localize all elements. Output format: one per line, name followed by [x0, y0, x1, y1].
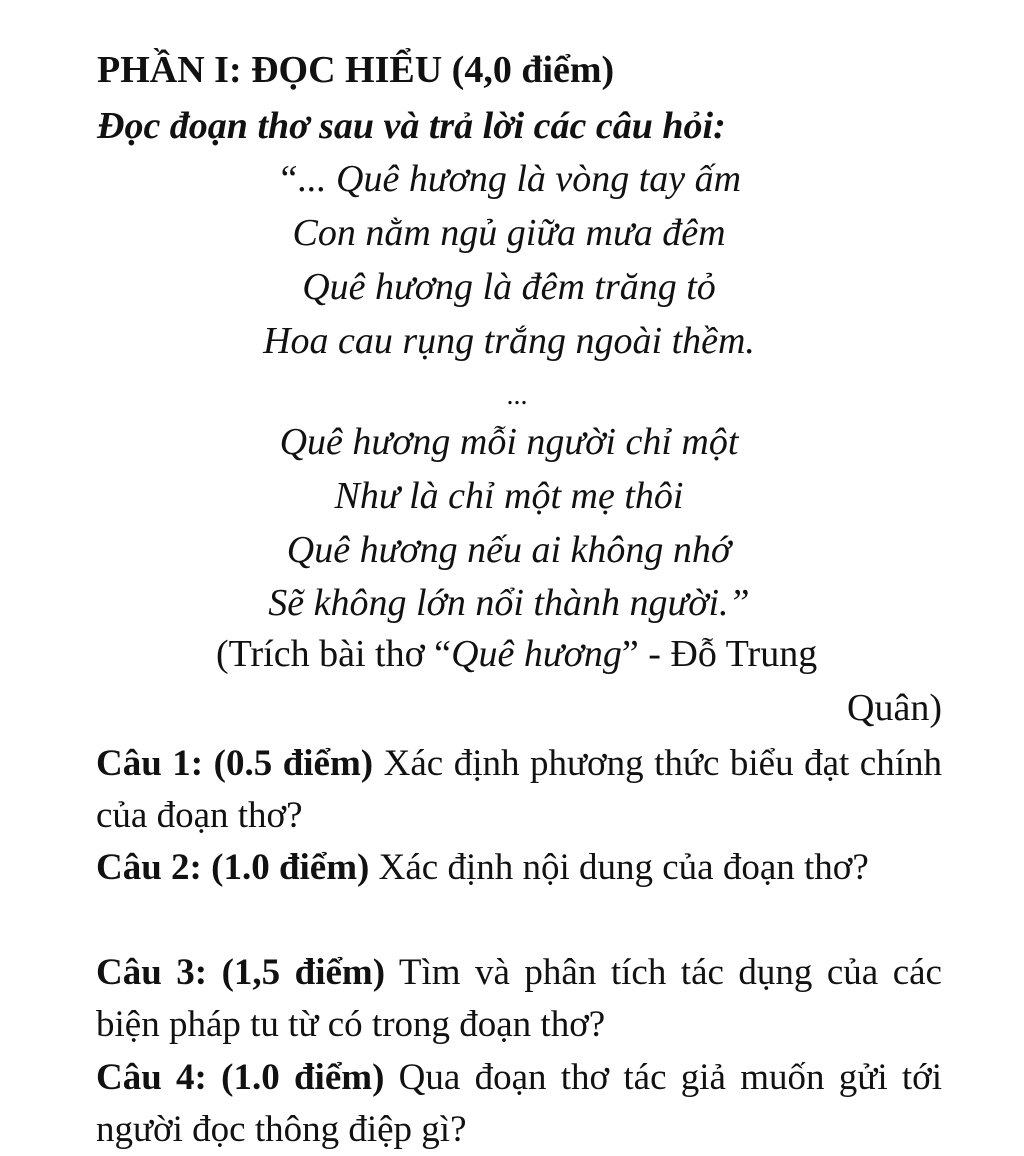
question-text: Tìm và phân tích tác dụng của các biện pháp tu từ có trong đoạn thơ? [96, 952, 942, 1045]
source-prefix: (Trích bài thơ “ [216, 633, 452, 675]
poem-line: Như là chỉ một mẹ thôi [334, 475, 684, 517]
source-author-end: Quân) [847, 687, 942, 729]
poem-line: Sẽ không lớn nổi thành người.” [268, 582, 750, 624]
question-2 [96, 842, 942, 894]
reading-instruction: Đọc đoạn thơ sau và trả lời các câu hỏi: [97, 105, 726, 147]
question-label: Câu 4: (1.0 điểm) [96, 1057, 385, 1098]
poem-line: Hoa cau rụng trắng ngoài thềm. [263, 320, 755, 362]
question-label: Câu 2: (1.0 điểm) [96, 847, 370, 888]
poem-source-citation [216, 632, 817, 676]
section-title: PHẦN I: ĐỌC HIỂU (4,0 điểm) [97, 49, 615, 91]
source-suffix: ” - Đỗ Trung [621, 633, 818, 675]
question-label: Câu 3: (1,5 điểm) [96, 952, 386, 993]
poem-line: Quê hương nếu ai không nhớ [286, 529, 732, 571]
poem-line: Quê hương là đêm trăng tỏ [302, 266, 716, 308]
question-4 [96, 1052, 942, 1156]
question-label: Câu 1: (0.5 điểm) [96, 743, 374, 784]
poem-line: “... Quê hương là vòng tay ấm [276, 158, 742, 200]
poem-line: Con nằm ngủ giữa mưa đêm [292, 212, 726, 254]
question-3 [96, 947, 942, 1051]
source-poem-title: Quê hương [451, 633, 622, 675]
question-1 [96, 738, 942, 842]
poem-line: Quê hương mỗi người chỉ một [279, 421, 739, 463]
question-text: Xác định nội dung của đoạn thơ? [369, 847, 869, 888]
question-text: Xác định phương thức biểu đạt chính của đoạn thơ? [96, 743, 943, 836]
question-text: Qua đoạn thơ tác giả muốn gửi tới người đọc thông điệp gì? [96, 1057, 942, 1150]
poem-ellipsis: ... [506, 380, 528, 411]
